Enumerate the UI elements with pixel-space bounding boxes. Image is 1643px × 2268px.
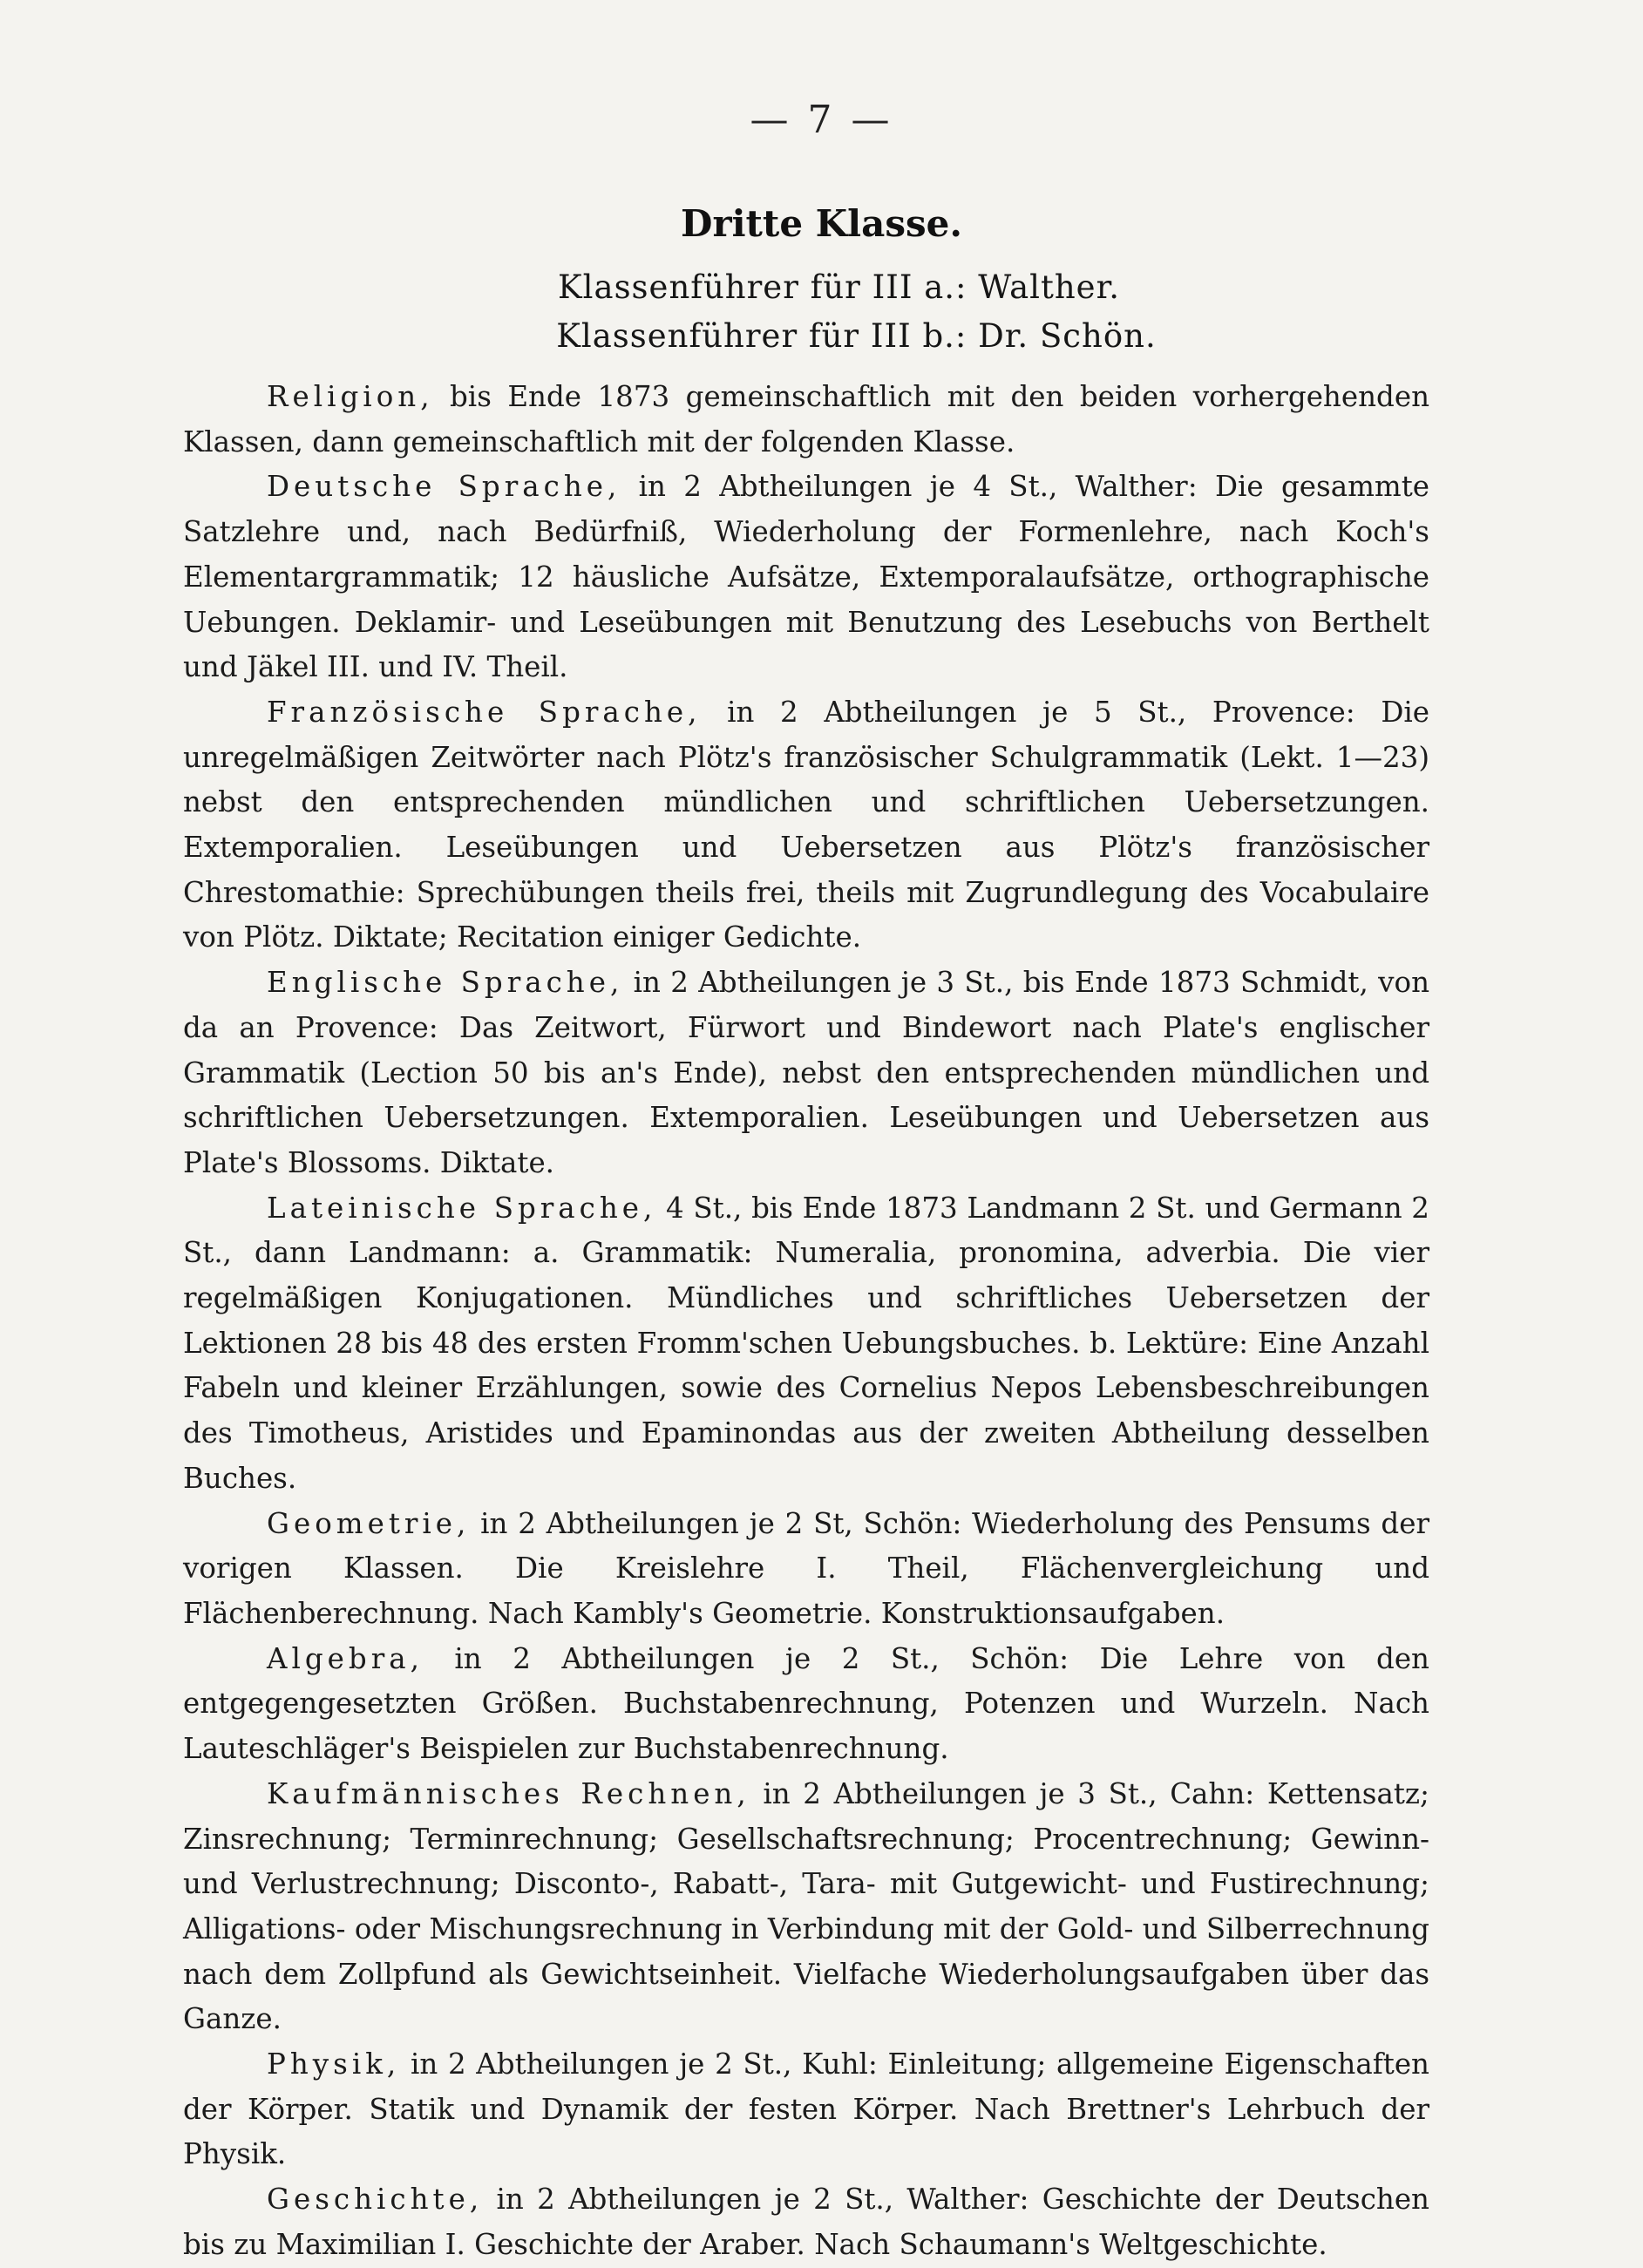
subject-title: Deutsche Sprache, [267, 470, 621, 504]
paragraph-text: bis Ende 1873 gemeinschaftlich mit den beiden vorhergehenden Klassen, dann gemeinschaftlich mit der folgenden Klasse. [183, 380, 1429, 458]
paragraph-algebra [183, 1637, 1429, 1772]
class-leader-iiia: Klassenführer für III a.: Walther. [558, 268, 1120, 306]
paragraph-englisch [183, 961, 1429, 1186]
paragraph-text: in 2 Abtheilungen je 3 St., Cahn: Kettensatz; Zinsrechnung; Terminrechnung; Gesellschaftsrechnung; Procentrechnung; Gewinn- und Verlustrechnung; Disconto-, Rabatt-, Tara- mit Gutgewicht- und Fustirechnung; Alligations- oder Mischungsrechnung in Verbindung mit der Gold- und Silberrechnung nach dem Zollpfund als Gewichtseinheit. Vielfache Wiederholungsaufgaben über das Ganze. [183, 1776, 1429, 2036]
subject-title: Geschichte, [267, 2183, 484, 2217]
subject-title: Religion, [267, 380, 434, 413]
paragraph-text: in 2 Abtheilungen je 2 St., Walther: Geschichte der Deutschen bis zu Maximilian I. Geschichte der Araber. Nach Schaumann's Weltgeschichte. [183, 2183, 1429, 2261]
paragraph-text: in 2 Abtheilungen je 2 St., Kuhl: Einleitung; allgemeine Eigenschaften der Körper. Statik und Dynamik der festen Körper. Nach Brettner's Lehrbuch der Physik. [183, 2047, 1429, 2171]
paragraph-text: in 2 Abtheilungen je 4 St., Walther: Die gesammte Satzlehre und, nach Bedürfniß, Wiederholung der Formenlehre, nach Koch's Elementargrammatik; 12 häusliche Aufsätze, Extemporalaufsätze, orthographische Uebungen. Deklamir- und Leseübungen mit Benutzung des Lesebuchs von Berthelt und Jäkel III. und IV. Theil. [183, 470, 1430, 684]
paragraph-text: in 2 Abtheilungen je 3 St., bis Ende 1873 Schmidt, von da an Provence: Das Zeitwort, Fürwort und Bindewort nach Plate's englischer Grammatik (Lection 50 bis an's Ende), nebst den entsprechenden mündlichen und schriftlichen Uebersetzungen. Extemporalien. Leseübungen und Uebersetzen aus Plate's Blossoms. Diktate. [183, 966, 1429, 1179]
document-body [183, 375, 1429, 2268]
paragraph-rechnen [183, 1772, 1429, 2042]
paragraph-geometrie [183, 1502, 1429, 1637]
paragraph-religion [183, 375, 1429, 465]
paragraph-latein [183, 1186, 1429, 1502]
subject-title: Kaufmännisches Rechnen, [267, 1776, 750, 1810]
paragraph-franzoesisch [183, 690, 1429, 961]
paragraph-text: 4 St., bis Ende 1873 Landmann 2 St. und Germann 2 St., dann Landmann: a. Grammatik: Numeralia, pronomina, adverbia. Die vier regelmäßigen Konjugationen. Mündliches und schriftliches Uebersetzen der Lektionen 28 bis 48 des ersten Fromm'schen Uebungsbuches. b. Lektüre: Eine Anzahl Fabeln und kleiner Erzählungen, sowie des Cornelius Nepos Lebensbeschreibungen des Timotheus, Aristides und Epaminondas aus der zweiten Abtheilung desselben Buches. [183, 1191, 1429, 1495]
paragraph-geschichte [183, 2177, 1429, 2267]
paragraph-text: in 2 Abtheilungen je 5 St., Provence: Die unregelmäßigen Zeitwörter nach Plötz's französischer Schulgrammatik (Lekt. 1—23) nebst den entsprechenden mündlichen und schriftlichen Uebersetzungen. Extemporalien. Leseübungen und Uebersetzen aus Plötz's französischer Chrestomathie: Sprechübungen theils frei, theils mit Zugrundlegung des Vocabulaire von Plötz. Diktate; Recitation einiger Gedichte. [183, 695, 1430, 954]
page-number: — 7 — [750, 98, 893, 142]
paragraph-text: in 2 Abtheilungen je 2 St., Schön: Die Lehre von den entgegengesetzten Größen. Buchstabenrechnung, Potenzen und Wurzeln. Nach Lauteschläger's Beispielen zur Buchstabenrechnung. [183, 1641, 1429, 1766]
subject-title: Algebra, [267, 1641, 424, 1675]
subject-title: Französische Sprache, [267, 695, 702, 729]
paragraph-deutsch [183, 465, 1429, 690]
subject-title: Physik, [267, 2047, 401, 2081]
subject-title: Lateinische Sprache, [267, 1191, 657, 1225]
subject-title: Englische Sprache, [267, 966, 624, 1000]
class-leader-iiib: Klassenführer für III b.: Dr. Schön. [556, 317, 1157, 355]
paragraph-text: in 2 Abtheilungen je 2 St, Schön: Wiederholung des Pensums der vorigen Klassen. Die Kreislehre I. Theil, Flächenvergleichung und Flächenberechnung. Nach Kambly's Geometrie. Konstruktionsaufgaben. [183, 1506, 1429, 1630]
subject-title: Geometrie, [267, 1506, 471, 1540]
section-heading: Dritte Klasse. [681, 202, 962, 245]
